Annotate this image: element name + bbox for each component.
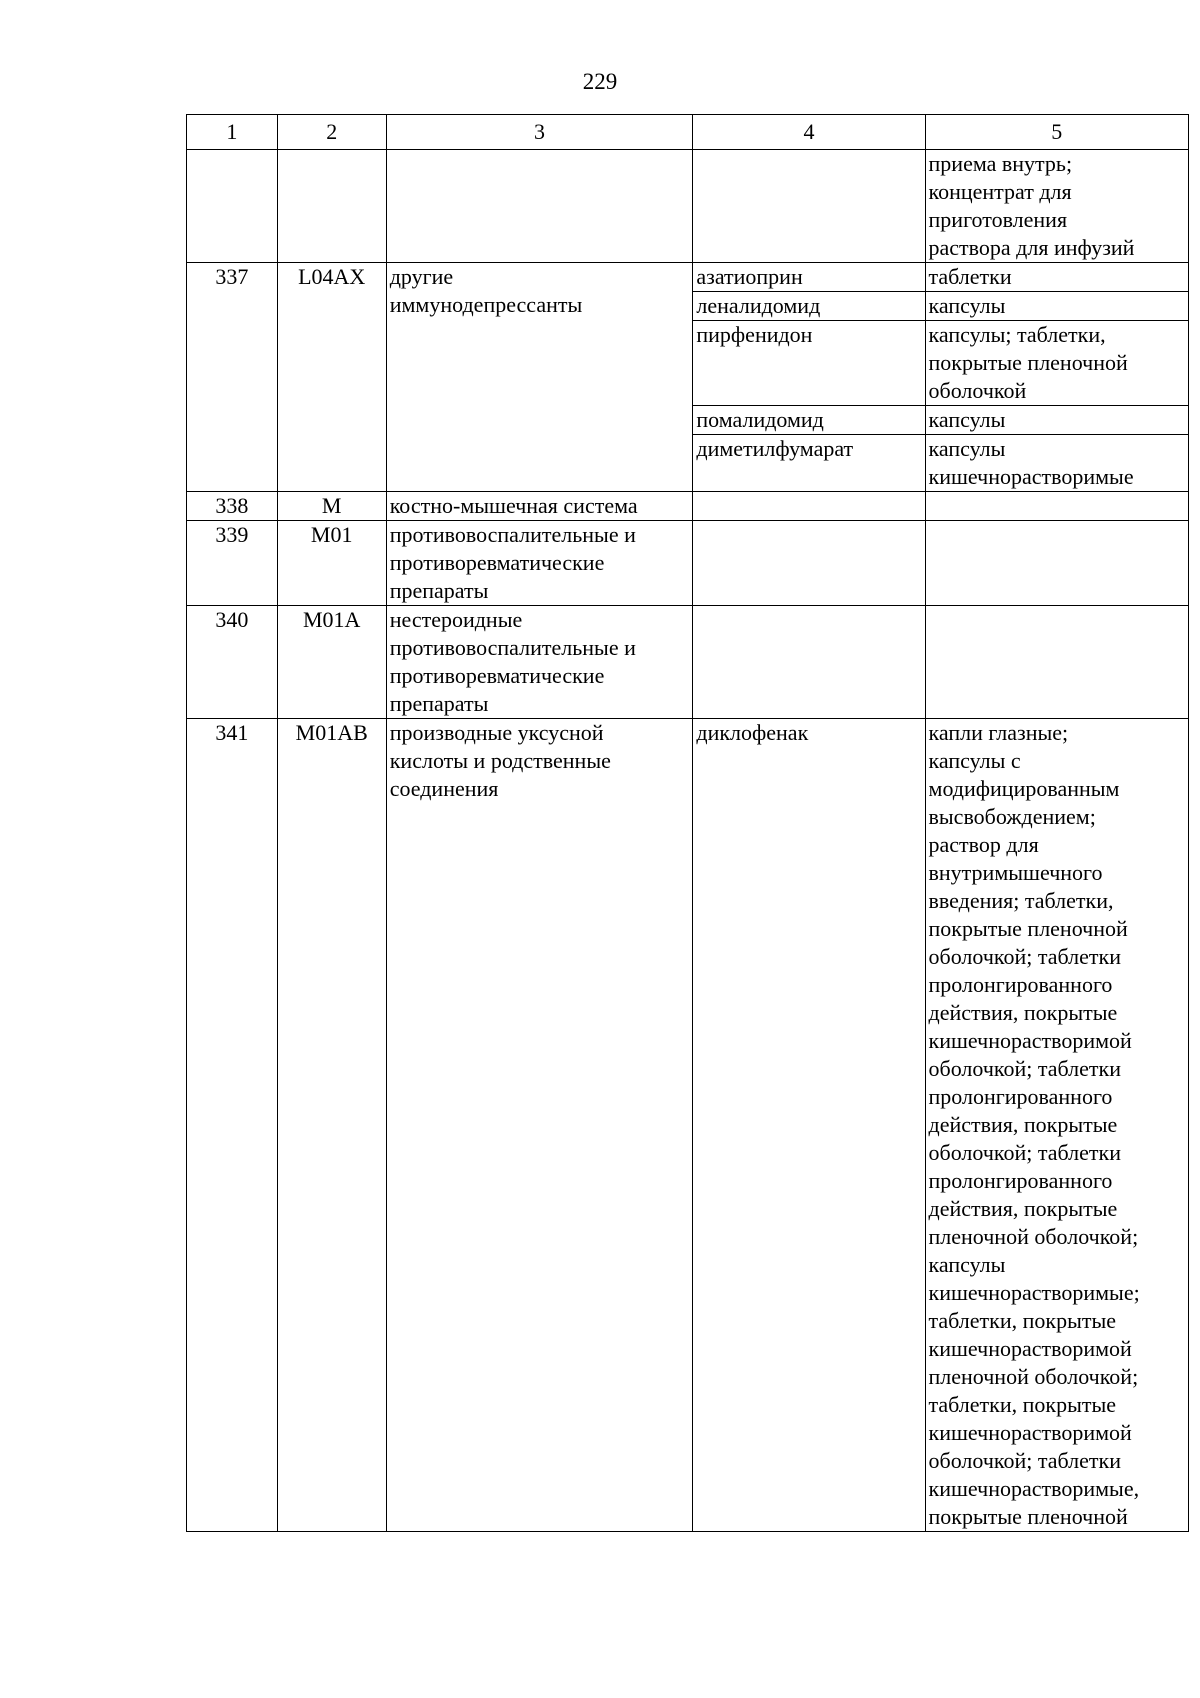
drug-name-cell	[693, 150, 925, 263]
atc-code-cell: M	[277, 492, 386, 521]
atc-code-cell	[277, 150, 386, 263]
drug-name-cell	[693, 492, 925, 521]
drug-name-cell: азатиоприн	[693, 263, 925, 292]
row-number-cell: 340	[187, 606, 278, 719]
column-header: 1	[187, 115, 278, 150]
dosage-form-cell: приема внутрь; концентрат для приготовления раствора для инфузий	[925, 150, 1188, 263]
row-number-cell: 337	[187, 263, 278, 492]
dosage-form-cell: капли глазные; капсулы с модифицированным высвобождением; раствор для внутримышечного введения; таблетки, покрытые пленочной оболочкой; таблетки пролонгированного действия, покрытые кишечнорастворимой оболочкой; таблетки пролонгированного действия, покрытые оболочкой; таблетки пролонгированного действия, покрытые пленочной оболочкой; капсулы кишечнорастворимые; таблетки, покрытые кишечнорастворимой пленочной оболочкой; таблетки, покрытые кишечнорастворимой оболочкой; таблетки кишечнорастворимые, покрытые пленочной	[925, 719, 1188, 1532]
atc-code-cell: L04AX	[277, 263, 386, 492]
atc-code-cell: M01A	[277, 606, 386, 719]
dosage-form-cell: капсулы кишечнорастворимые	[925, 435, 1188, 492]
dosage-form-cell: таблетки	[925, 263, 1188, 292]
group-name-cell: нестероидные противовоспалительные и противоревматические препараты	[386, 606, 693, 719]
dosage-form-cell	[925, 492, 1188, 521]
group-name-cell: костно-мышечная система	[386, 492, 693, 521]
group-name-cell: другие иммунодепрессанты	[386, 263, 693, 492]
dosage-form-cell: капсулы	[925, 292, 1188, 321]
row-number-cell	[187, 150, 278, 263]
drug-name-cell: диметилфумарат	[693, 435, 925, 492]
table-row	[187, 719, 1189, 1532]
dosage-form-cell: капсулы; таблетки, покрытые пленочной оболочкой	[925, 321, 1188, 406]
dosage-form-cell	[925, 606, 1188, 719]
row-number-cell: 339	[187, 521, 278, 606]
table-row	[187, 606, 1189, 719]
medicines-table	[186, 114, 1189, 1532]
group-name-cell	[386, 150, 693, 263]
table-row	[187, 521, 1189, 606]
drug-name-cell	[693, 521, 925, 606]
group-name-cell: противовоспалительные и противоревматические препараты	[386, 521, 693, 606]
drug-name-cell: пирфенидон	[693, 321, 925, 406]
table-header-row	[187, 115, 1189, 150]
row-number-cell: 341	[187, 719, 278, 1532]
column-header: 4	[693, 115, 925, 150]
column-header: 5	[925, 115, 1188, 150]
table-row	[187, 263, 1189, 292]
atc-code-cell: M01	[277, 521, 386, 606]
column-header: 2	[277, 115, 386, 150]
atc-code-cell: M01AB	[277, 719, 386, 1532]
table-row	[187, 492, 1189, 521]
column-header: 3	[386, 115, 693, 150]
dosage-form-cell	[925, 521, 1188, 606]
drug-name-cell: леналидомид	[693, 292, 925, 321]
drug-name-cell	[693, 606, 925, 719]
dosage-form-cell: капсулы	[925, 406, 1188, 435]
table-row	[187, 150, 1189, 263]
row-number-cell: 338	[187, 492, 278, 521]
drug-name-cell: диклофенак	[693, 719, 925, 1532]
group-name-cell: производные уксусной кислоты и родственные соединения	[386, 719, 693, 1532]
drug-name-cell: помалидомид	[693, 406, 925, 435]
page-number: 229	[582, 69, 618, 94]
